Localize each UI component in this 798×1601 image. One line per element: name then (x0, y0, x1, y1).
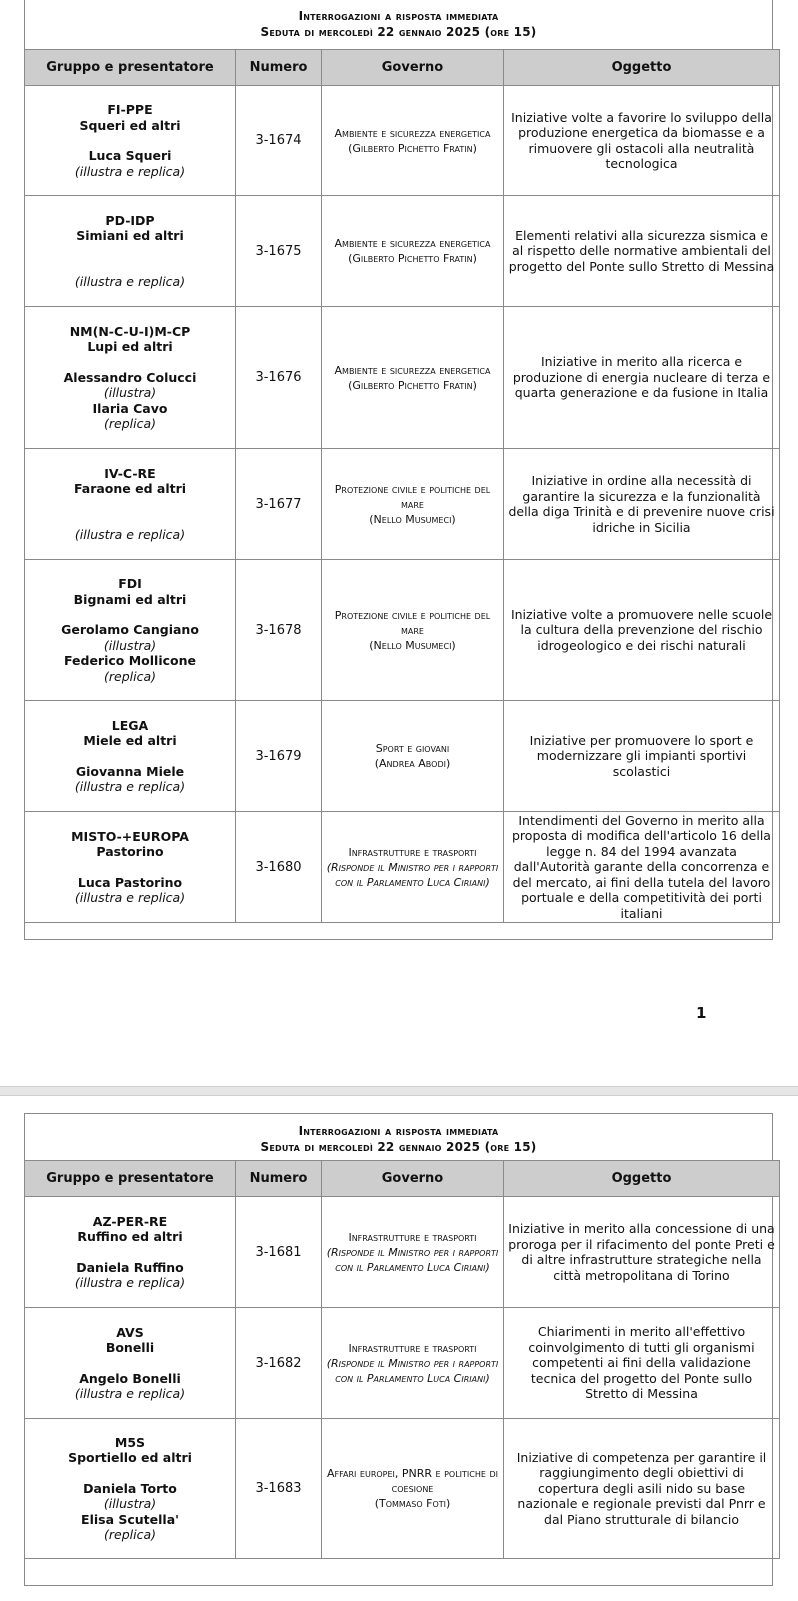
table-body (25, 1197, 780, 1559)
ministry-name: Affari europei, PNRR e politiche di coesione (327, 1467, 498, 1495)
group-name: FDI (118, 576, 142, 591)
page-header (25, 8, 772, 40)
group-name: M5S (114, 1434, 146, 1450)
table-row (25, 86, 780, 196)
interrogation-number: 3-1677 (236, 449, 322, 560)
speaker-name: Daniela Ruffino (76, 1259, 184, 1275)
document-page-2 (0, 1095, 798, 1601)
subject-cell: Elementi relativi alla sicurezza sismica e al rispetto delle normative ambientali del progetto del Ponte sullo Stretto di Messina (504, 196, 780, 307)
column-header-government: Governo (322, 1161, 504, 1197)
government-cell (322, 1419, 504, 1559)
subject-cell: Chiarimenti in merito all'effettivo coinvolgimento di tutti gli organismi competenti ai fini della validazione tecnica del progetto del Ponte sullo Stretto di Messina (504, 1308, 780, 1419)
interrogation-number: 3-1676 (236, 307, 322, 449)
subject-cell: Iniziative in merito alla ricerca e produzione di energia nucleare di terza e quarta generazione e da fusione in Italia (504, 307, 780, 449)
table-row (25, 560, 780, 701)
group-name: AZ-PER-RE (92, 1213, 168, 1229)
column-header-number: Numero (236, 50, 322, 86)
group-cell (25, 1197, 236, 1308)
ministry-name: Ambiente e sicurezza energetica (334, 363, 491, 377)
signers: Miele ed altri (83, 733, 177, 748)
interrogation-number: 3-1679 (236, 701, 322, 812)
line-spacer (29, 497, 231, 512)
subject-cell: Iniziative volte a favorire lo sviluppo della produzione energetica da biomasse e a rimuovere gli ostacoli alla neutralità tecnologica (504, 86, 780, 196)
responding-minister: (Tommaso Foti) (374, 1497, 451, 1510)
government-cell (322, 86, 504, 196)
ministry-name: Infrastrutture e trasporti (348, 845, 477, 859)
header-session: Seduta di mercoledì 22 gennaio 2025 (ore 15) (260, 1140, 537, 1154)
interrogation-number: 3-1678 (236, 560, 322, 701)
subject-cell: Iniziative volte a promuovere nelle scuole la cultura della prevenzione del rischio idrogeologico e dei rischi naturali (504, 560, 780, 701)
table-row (25, 1419, 780, 1559)
column-header-number: Numero (236, 1161, 322, 1197)
interrogations-table (24, 49, 780, 923)
interrogation-number: 3-1681 (236, 1197, 322, 1308)
ministry-name: Sport e giovani (375, 742, 450, 755)
speaker-role: (replica) (104, 416, 156, 431)
signers: Squeri ed altri (79, 117, 181, 133)
group-cell (25, 701, 236, 812)
group-cell (25, 812, 236, 923)
speaker-role: (illustra e replica) (74, 526, 186, 542)
responding-minister: (Gilberto Pichetto Fratin) (348, 378, 477, 392)
speaker-role: (replica) (104, 1527, 156, 1542)
group-name: AVS (116, 1324, 144, 1340)
subject-cell: Iniziative in merito alla concessione di una proroga per il rifacimento del ponte Preti e di altre infrastrutture strategiche nella città metropolitana di Torino (504, 1197, 780, 1308)
government-cell (322, 196, 504, 307)
speaker-role: (illustra) (103, 1496, 157, 1511)
group-cell (25, 1308, 236, 1419)
group-name: NM(N-C-U-I)M-CP (69, 323, 191, 339)
government-cell (322, 812, 504, 923)
ministry-name: Infrastrutture e trasporti (348, 1341, 477, 1355)
line-spacer (29, 1245, 231, 1260)
speaker-name: Giovanna Miele (75, 763, 185, 779)
government-cell (322, 560, 504, 701)
column-header-subject: Oggetto (504, 50, 780, 86)
page-number: 1 (696, 1004, 707, 1022)
government-cell (322, 701, 504, 812)
interrogation-number: 3-1683 (236, 1419, 322, 1559)
table-header-row (25, 1161, 780, 1197)
interrogations-table (24, 1160, 780, 1559)
speaker-name: Gerolamo Cangiano (61, 622, 199, 637)
signers: Sportiello ed altri (68, 1450, 192, 1465)
table-row (25, 307, 780, 449)
line-spacer (29, 749, 231, 764)
signers: Bonelli (105, 1340, 155, 1355)
group-name: IV-C-RE (104, 465, 156, 481)
table-row (25, 701, 780, 812)
speaker-name: Luca Pastorino (77, 874, 183, 890)
header-title: Interrogazioni a risposta immediata (298, 9, 499, 23)
group-cell (25, 307, 236, 449)
speaker-name: Angelo Bonelli (79, 1370, 181, 1386)
speaker-role: (illustra e replica) (74, 273, 186, 289)
responding-minister: (Risponde il Ministro per i rapporti con il Parlamento Luca Ciriani) (326, 1356, 499, 1385)
group-name: FI-PPE (107, 102, 153, 117)
interrogation-number: 3-1675 (236, 196, 322, 307)
interrogation-number: 3-1674 (236, 86, 322, 196)
ministry-name: Ambiente e sicurezza energetica (334, 237, 491, 250)
interrogation-number: 3-1682 (236, 1308, 322, 1419)
table-body (25, 86, 780, 923)
interrogation-number: 3-1680 (236, 812, 322, 923)
speaker-name: Federico Mollicone (64, 653, 196, 668)
government-cell (322, 1197, 504, 1308)
signers: Lupi ed altri (87, 339, 173, 354)
page-frame (24, 0, 773, 940)
subject-cell: Intendimenti del Governo in merito alla proposta di modifica dell'articolo 16 della legge n. 84 del 1994 avanzata dall'Autorità garante della concorrenza e del mercato, ai fini della tutela del lavoro portuale e della competitività dei porti italiani (504, 812, 780, 923)
table-row (25, 1197, 780, 1308)
speaker-name: Luca Squeri (88, 148, 172, 163)
speaker-role: (illustra e replica) (74, 163, 186, 179)
responding-minister: (Andrea Abodi) (374, 757, 451, 770)
table-row (25, 1308, 780, 1419)
header-session: Seduta di mercoledì 22 gennaio 2025 (ore 15) (260, 25, 537, 39)
line-spacer (29, 860, 231, 875)
speaker-role: (illustra e replica) (74, 1275, 186, 1290)
column-header-group: Gruppo e presentatore (25, 1161, 236, 1197)
table-row (25, 196, 780, 307)
column-header-group: Gruppo e presentatore (25, 50, 236, 86)
group-cell (25, 1419, 236, 1559)
speaker-role: (illustra e replica) (74, 1386, 186, 1401)
responding-minister: (Gilberto Pichetto Fratin) (348, 141, 477, 155)
subject-cell: Iniziative di competenza per garantire il raggiungimento degli obiettivi di copertura degli asili nido su base nazionale e regionale previsti dal Pnrr e dal Piano strutturale di bilancio (504, 1419, 780, 1559)
line-spacer (29, 512, 231, 527)
ministry-name: Ambiente e sicurezza energetica (334, 126, 491, 140)
group-name: MISTO-+EUROPA (71, 828, 189, 844)
responding-minister: (Gilberto Pichetto Fratin) (348, 252, 477, 265)
line-spacer (29, 355, 231, 370)
page-frame (24, 1113, 773, 1586)
government-cell (322, 307, 504, 449)
signers: Simiani ed altri (76, 228, 184, 244)
ministry-name: Infrastrutture e trasporti (348, 1230, 477, 1244)
responding-minister: (Nello Musumeci) (369, 512, 456, 526)
speaker-name: Daniela Torto (83, 1480, 177, 1496)
header-title: Interrogazioni a risposta immediata (298, 1124, 499, 1138)
group-name: PD-IDP (105, 212, 155, 228)
speaker-role: (illustra e replica) (74, 890, 186, 905)
line-spacer (29, 1466, 231, 1481)
group-cell (25, 196, 236, 307)
group-cell (25, 449, 236, 560)
column-header-government: Governo (322, 50, 504, 86)
speaker-name: Alessandro Colucci (63, 369, 197, 385)
ministry-name: Protezione civile e politiche del mare (334, 608, 491, 637)
signers: Bignami ed altri (73, 591, 187, 607)
line-spacer (29, 1356, 231, 1371)
line-spacer (29, 607, 231, 622)
speaker-role: (illustra) (103, 385, 157, 400)
speaker-role: (replica) (104, 668, 156, 684)
page-header (25, 1123, 772, 1155)
line-spacer (29, 244, 231, 259)
speaker-role: (illustra) (103, 637, 157, 653)
table-row (25, 812, 780, 923)
table-row (25, 449, 780, 560)
group-cell (25, 86, 236, 196)
subject-cell: Iniziative in ordine alla necessità di garantire la sicurezza e la funzionalità della diga Trinità e di prevenire nuove crisi idriche in Sicilia (504, 449, 780, 560)
responding-minister: (Risponde il Ministro per i rapporti con il Parlamento Luca Ciriani) (326, 1245, 499, 1274)
speaker-name: Elisa Scutella' (81, 1511, 179, 1527)
ministry-name: Protezione civile e politiche del mare (334, 482, 491, 511)
speaker-name: Ilaria Cavo (92, 400, 168, 416)
signers: Pastorino (96, 844, 164, 859)
government-cell (322, 1308, 504, 1419)
group-name: LEGA (111, 717, 149, 733)
responding-minister: (Nello Musumeci) (369, 638, 456, 652)
table-header-row (25, 50, 780, 86)
speaker-role: (illustra e replica) (74, 779, 186, 794)
government-cell (322, 449, 504, 560)
group-cell (25, 560, 236, 701)
line-spacer (29, 133, 231, 148)
subject-cell: Iniziative per promuovere lo sport e modernizzare gli impianti sportivi scolastici (504, 701, 780, 812)
column-header-subject: Oggetto (504, 1161, 780, 1197)
line-spacer (29, 259, 231, 274)
signers: Ruffino ed altri (77, 1229, 183, 1244)
responding-minister: (Risponde il Ministro per i rapporti con il Parlamento Luca Ciriani) (326, 860, 499, 889)
signers: Faraone ed altri (73, 481, 187, 497)
